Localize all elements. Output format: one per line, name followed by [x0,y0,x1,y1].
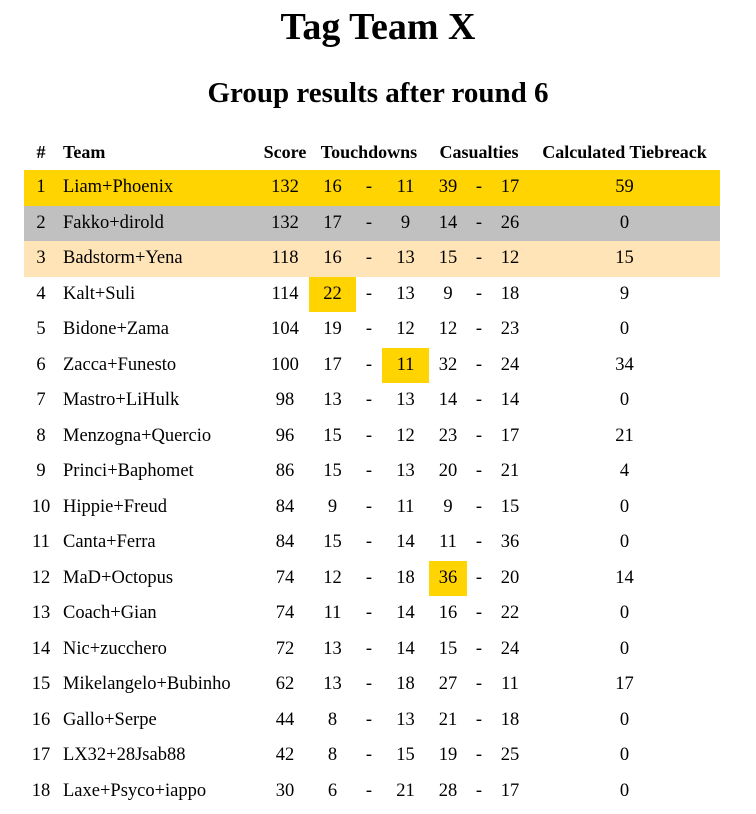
tiebreak-cell: 0 [529,206,720,242]
rank-cell: 8 [36,425,46,446]
casualties-for: 9 [443,496,453,517]
score-cell: 114 [271,283,299,304]
tiebreak-cell: 9 [619,283,630,304]
touchdowns-for: 13 [323,674,342,695]
touchdowns-separator: - [365,780,373,801]
casualties-against: 18 [500,709,520,730]
tiebreak-cell: 0 [619,532,630,553]
table-row [24,561,720,597]
score-cell: 84 [275,532,295,553]
rank-cell: 5 [36,319,46,340]
touchdowns-for: 12 [323,567,342,588]
rank-cell: 7 [36,390,46,411]
table-row [24,703,720,739]
casualties-for: 32 [438,354,458,375]
rank-cell: 11 [32,532,50,553]
score-cell: 30 [275,780,295,801]
header-team: Team [63,141,106,162]
table-row [24,241,720,277]
casualties-separator: - [475,745,483,766]
table-row [24,525,720,561]
casualties-separator: - [475,354,483,375]
tiebreak-cell: 0 [619,319,630,340]
casualties-for: 14 [429,206,467,242]
touchdowns-separator: - [365,603,373,624]
rank-cell: 9 [36,461,46,482]
casualties-for: 21 [438,709,458,730]
header-row [24,134,720,170]
tiebreak-cell: 14 [615,567,634,588]
rank-cell: 15 [31,674,51,695]
casualties-against: 17 [500,425,520,446]
team-name: Menzogna+Quercio [63,425,212,446]
casualties-against: 25 [500,745,520,766]
rank-cell: 13 [31,603,51,624]
casualties-for: 27 [438,674,458,695]
table-row [24,277,720,313]
score-cell: 42 [275,745,295,766]
casualties-for: 28 [438,780,458,801]
touchdowns-against: 13 [382,241,429,277]
touchdowns-separator: - [356,206,382,242]
touchdowns-against: 12 [396,425,415,446]
casualties-separator: - [475,567,483,588]
casualties-separator: - [475,603,483,624]
score-cell: 74 [275,567,295,588]
touchdowns-separator: - [356,241,382,277]
touchdowns-separator: - [365,354,373,375]
touchdowns-for: 15 [323,532,342,553]
casualties-separator: - [475,532,483,553]
touchdowns-for: 19 [323,319,342,340]
touchdowns-for: 22 [309,277,356,313]
team-name: Zacca+Funesto [63,354,177,375]
team-name: Fakko+dirold [58,206,261,242]
casualties-separator: - [475,390,483,411]
touchdowns-separator: - [365,390,373,411]
team-name: Bidone+Zama [63,319,169,340]
touchdowns-for: 8 [327,709,338,730]
touchdowns-against: 9 [382,206,429,242]
touchdowns-separator: - [365,674,373,695]
team-name: Hippie+Freud [63,496,167,517]
table-row [24,419,720,455]
touchdowns-for: 13 [323,390,342,411]
table-row [24,170,720,206]
table-row [24,454,720,490]
team-name: Laxe+Psyco+iappo [63,780,207,801]
touchdowns-for: 6 [327,780,338,801]
touchdowns-against: 13 [396,709,415,730]
tiebreak-cell: 0 [619,390,630,411]
tiebreak-cell: 0 [619,603,630,624]
score-cell: 118 [261,241,309,277]
casualties-for: 19 [438,745,458,766]
casualties-against: 11 [501,674,519,695]
team-name: Mikelangelo+Bubinho [63,674,231,695]
touchdowns-for: 17 [323,354,342,375]
team-name: Kalt+Suli [63,283,136,304]
touchdowns-separator: - [365,319,373,340]
touchdowns-against: 13 [396,390,415,411]
touchdowns-separator: - [365,461,373,482]
team-name: Canta+Ferra [63,532,156,553]
results-table-body [24,170,720,809]
casualties-separator: - [467,241,491,277]
casualties-separator: - [467,206,491,242]
team-name: Coach+Gian [63,603,157,624]
tiebreak-cell: 0 [619,638,630,659]
score-cell: 74 [275,603,295,624]
casualties-against: 26 [491,206,529,242]
score-cell: 132 [261,206,309,242]
rank-cell: 18 [31,780,51,801]
touchdowns-separator: - [365,496,373,517]
casualties-separator: - [475,674,483,695]
tiebreak-cell: 0 [619,780,630,801]
table-row [24,596,720,632]
touchdowns-for: 9 [327,496,338,517]
touchdowns-for: 16 [309,241,356,277]
touchdowns-separator: - [356,170,382,206]
header-touchdowns: Touchdowns [320,141,418,162]
rank-cell: 17 [31,745,51,766]
tiebreak-cell: 0 [619,496,630,517]
casualties-separator: - [475,425,483,446]
team-name: Gallo+Serpe [63,709,157,730]
casualties-for: 11 [439,532,457,553]
team-name: LX32+28Jsab88 [63,745,186,766]
rank-cell: 3 [24,241,58,277]
casualties-against: 17 [491,170,529,206]
score-cell: 96 [275,425,295,446]
touchdowns-against: 18 [396,567,415,588]
touchdowns-separator: - [365,283,373,304]
rank-cell: 12 [31,567,51,588]
casualties-for: 14 [438,390,458,411]
touchdowns-against: 11 [382,348,429,384]
casualties-for: 9 [443,283,453,304]
touchdowns-against: 12 [396,319,415,340]
casualties-against: 12 [491,241,529,277]
casualties-separator: - [475,709,483,730]
team-name: Nic+zucchero [63,638,167,659]
casualties-separator: - [475,638,483,659]
table-row [24,348,720,384]
touchdowns-separator: - [365,532,373,553]
casualties-against: 23 [500,319,520,340]
casualties-separator: - [475,319,483,340]
casualties-for: 12 [438,319,458,340]
results-table [24,134,720,809]
touchdowns-for: 16 [309,170,356,206]
table-row [24,206,720,242]
score-cell: 44 [275,709,295,730]
tiebreak-cell: 21 [615,425,634,446]
touchdowns-against: 13 [396,461,415,482]
touchdowns-against: 13 [396,283,415,304]
score-cell: 62 [275,674,295,695]
table-row [24,490,720,526]
casualties-separator: - [475,283,483,304]
casualties-against: 14 [500,390,520,411]
score-cell: 132 [261,170,309,206]
results-table-header [24,134,720,170]
table-row [24,383,720,419]
casualties-separator: - [475,461,483,482]
touchdowns-for: 15 [323,461,342,482]
touchdowns-against: 14 [396,603,415,624]
touchdowns-against: 14 [396,638,415,659]
rank-cell: 1 [24,170,58,206]
table-row [24,667,720,703]
casualties-against: 17 [500,780,520,801]
tiebreak-cell: 59 [529,170,720,206]
casualties-for: 16 [438,603,458,624]
team-name: Badstorm+Yena [58,241,261,277]
casualties-against: 24 [500,638,520,659]
touchdowns-separator: - [365,745,373,766]
casualties-separator: - [467,170,491,206]
score-cell: 72 [275,638,295,659]
casualties-separator: - [475,496,483,517]
casualties-against: 21 [500,461,520,482]
rank-cell: 16 [31,709,51,730]
casualties-against: 24 [500,354,520,375]
score-cell: 84 [275,496,295,517]
rank-cell: 6 [36,354,46,375]
tiebreak-cell: 15 [529,241,720,277]
touchdowns-for: 13 [323,638,342,659]
rank-cell: 10 [31,496,51,517]
casualties-for: 23 [438,425,458,446]
touchdowns-against: 21 [396,780,415,801]
team-name: MaD+Octopus [63,567,174,588]
tiebreak-cell: 34 [615,354,634,375]
page-title: Tag Team X [280,6,476,48]
table-row [24,312,720,348]
touchdowns-against: 14 [396,532,415,553]
casualties-for: 15 [429,241,467,277]
header-score: Score [263,141,307,162]
casualties-for: 20 [438,461,458,482]
touchdowns-against: 15 [396,745,415,766]
tiebreak-cell: 17 [615,674,634,695]
casualties-against: 15 [500,496,520,517]
casualties-against: 18 [500,283,520,304]
score-cell: 104 [271,319,299,340]
touchdowns-for: 15 [323,425,342,446]
tiebreak-cell: 0 [619,709,630,730]
touchdowns-separator: - [365,425,373,446]
score-cell: 86 [275,461,295,482]
touchdowns-separator: - [365,567,373,588]
casualties-against: 22 [500,603,520,624]
team-name: Mastro+LiHulk [63,390,180,411]
casualties-separator: - [475,780,483,801]
tiebreak-cell: 0 [619,745,630,766]
header-tiebreak: Calculated Tiebreack [542,141,707,162]
team-name: Princi+Baphomet [63,461,194,482]
rank-cell: 2 [24,206,58,242]
header-rank: # [36,141,46,162]
casualties-for: 15 [438,638,458,659]
rank-cell: 14 [31,638,51,659]
page-subtitle: Group results after round 6 [207,77,549,109]
touchdowns-separator: - [365,709,373,730]
team-name: Liam+Phoenix [58,170,261,206]
casualties-against: 36 [500,532,520,553]
header-casualties: Casualties [439,141,519,162]
touchdowns-for: 11 [323,603,342,624]
touchdowns-for: 17 [309,206,356,242]
rank-cell: 4 [36,283,46,304]
touchdowns-against: 11 [382,170,429,206]
table-row [24,738,720,774]
table-row [24,774,720,810]
score-cell: 98 [275,390,295,411]
touchdowns-against: 18 [396,674,415,695]
casualties-against: 20 [500,567,520,588]
casualties-for: 36 [429,561,467,597]
tiebreak-cell: 4 [619,461,630,482]
table-row [24,632,720,668]
touchdowns-against: 11 [396,496,415,517]
casualties-for: 39 [429,170,467,206]
touchdowns-for: 8 [327,745,338,766]
score-cell: 100 [271,354,299,375]
touchdowns-separator: - [365,638,373,659]
